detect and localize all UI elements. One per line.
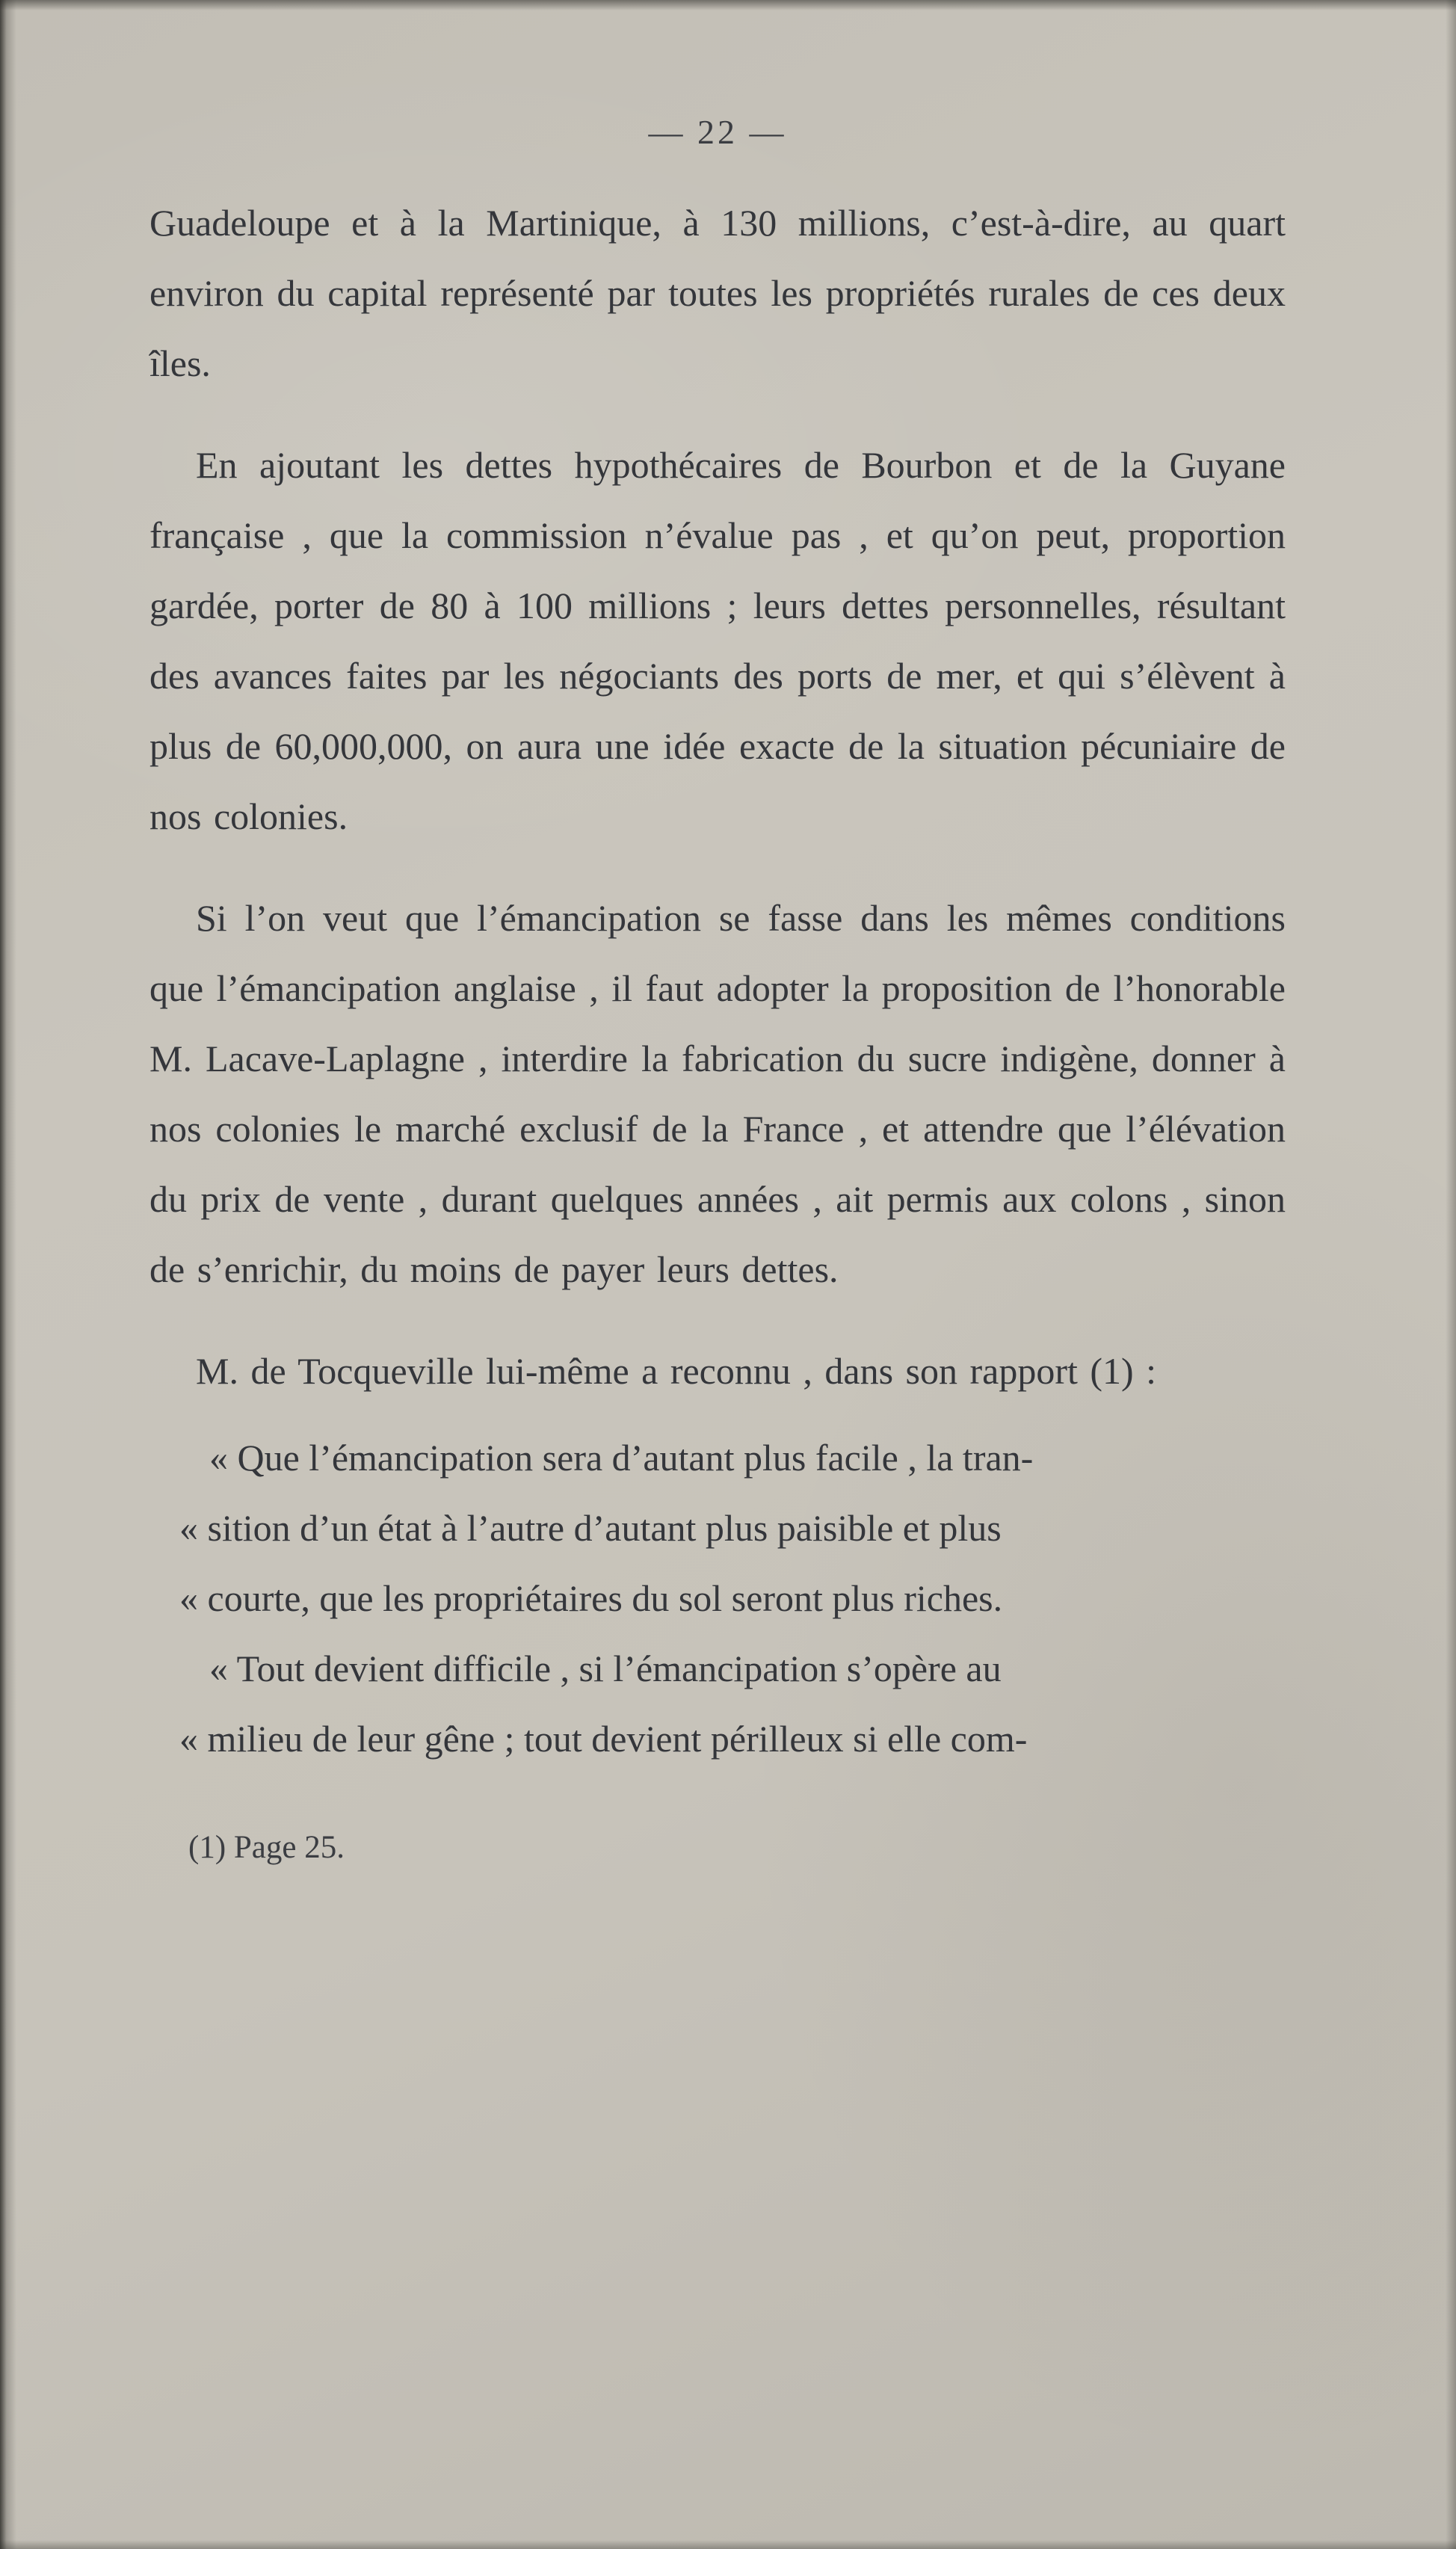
quotation-block — [149, 1423, 1286, 1774]
scan-edge-top — [0, 0, 1456, 10]
quote-line: « Tout devient difficile , si l’émancipation s’opère au — [209, 1648, 1002, 1689]
page-number: — 22 — — [648, 113, 787, 151]
quote-line: « courte, que les propriétaires du sol seront plus riches. — [179, 1577, 1003, 1619]
quote-line: « Que l’émancipation sera d’autant plus facile , la tran- — [209, 1437, 1034, 1479]
paragraph-emancipation-conditions: Si l’on veut que l’émancipation se fasse dans les mêmes conditions que l’émancipation anglaise , il faut adopter la proposition de l’honorable M. Lacave-Laplagne , interdire la fabrication du sucre indigène, donner à nos colonies le marché exclusif de la France , et attendre que l’élévation du prix de vente , durant quelques années , ait permis aux colons , sinon de s’enrichir, du moins de payer leurs dettes. — [149, 897, 1286, 1290]
scan-edge-bottom — [0, 2540, 1456, 2549]
paragraph-tocqueville-intro: M. de Tocqueville lui-même a reconnu , dans son rapport (1) : — [196, 1350, 1157, 1392]
scan-edge-right — [1446, 0, 1456, 2549]
footnote: (1) Page 25. — [188, 1830, 345, 1865]
scan-edge-left — [0, 0, 16, 2549]
quote-line: « milieu de leur gêne ; tout devient périlleux si elle com- — [179, 1718, 1028, 1760]
paragraph-dettes-hypothecaires: En ajoutant les dettes hypothécaires de Bourbon et de la Guyane française , que la commission n’évalue pas , et qu’on peut, proportion gardée, porter de 80 à 100 millions ; leurs dettes personnelles, résultant des avances faites par les négociants des ports de mer, et qui s’élèvent à plus de 60,000,000, on aura une idée exacte de la situation pécuniaire de nos colonies. — [149, 444, 1286, 837]
quote-line: « sition d’un état à l’autre d’autant plus paisible et plus — [179, 1507, 1002, 1549]
page-content — [149, 112, 1286, 1866]
paragraph-continuation: Guadeloupe et à la Martinique, à 130 millions, c’est-à-dire, au quart environ du capital représenté par toutes les propriétés rurales de ces deux îles. — [149, 202, 1286, 384]
